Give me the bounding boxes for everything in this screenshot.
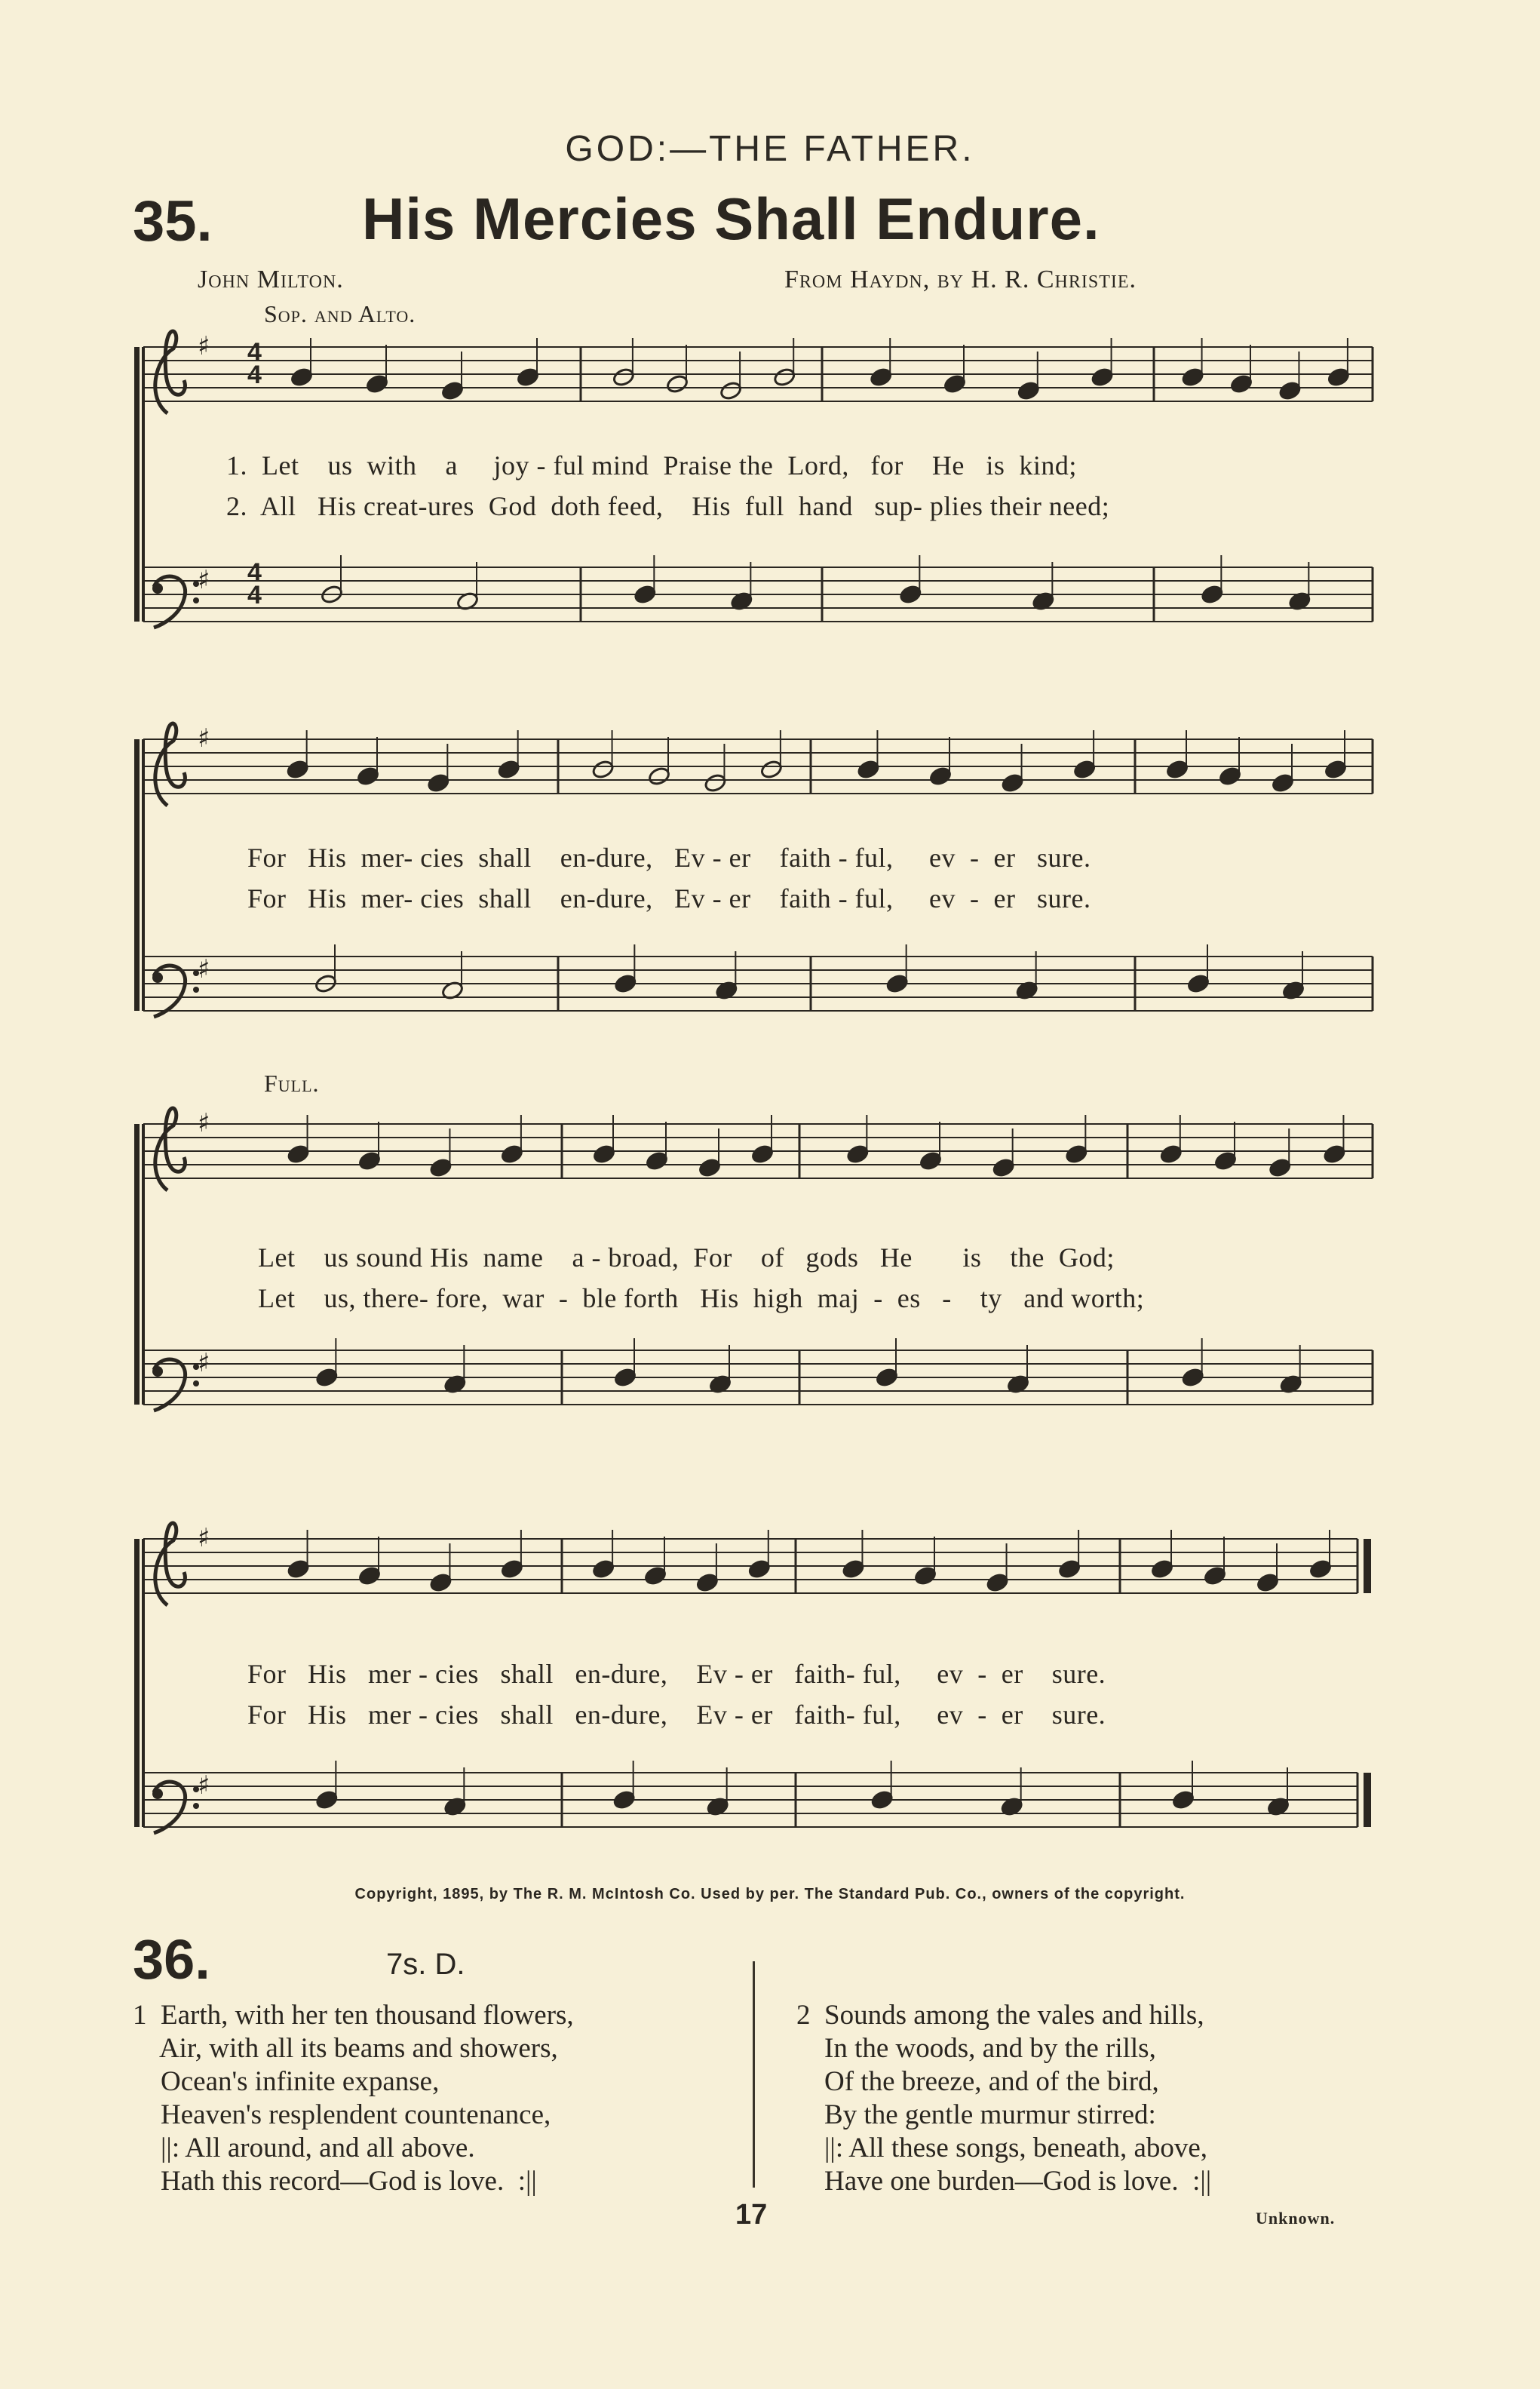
- hymn-number: 35.: [133, 189, 213, 253]
- copyright-line: Copyright, 1895, by The R. M. McIntosh Co. Used by per. The Standard Pub. Co., owners of the copyright.: [354, 1886, 1186, 1902]
- bass-note: [1201, 584, 1224, 604]
- treble-note: [870, 367, 893, 387]
- treble-note: [992, 1157, 1015, 1178]
- treble-note: [1324, 759, 1347, 779]
- treble-note: [500, 1144, 523, 1164]
- bass-note: [612, 1789, 636, 1810]
- treble-note: [612, 367, 635, 387]
- bass-clef-dot: [152, 1789, 163, 1799]
- treble-note: [919, 1150, 942, 1171]
- poem-line: Of the breeze, and of the bird,: [796, 2066, 1159, 2097]
- bass-note: [1171, 1789, 1195, 1810]
- system-brace: [134, 347, 140, 622]
- poem-line: Hath this record—God is love. :||: [133, 2166, 537, 2197]
- column-divider: [753, 1961, 755, 2188]
- treble-note: [1203, 1565, 1226, 1586]
- treble-note: [1269, 1157, 1292, 1178]
- poem-line: 1 Earth, with her ten thousand flowers,: [133, 2000, 574, 2031]
- lyric-line: For His mer- cies shall en-dure, Ev - er faith - ful, ev - er sure.: [247, 843, 1091, 873]
- treble-note: [1213, 1150, 1237, 1171]
- system-brace: [134, 1124, 140, 1405]
- stanza-1: [133, 1999, 574, 2198]
- treble-note: [665, 373, 689, 394]
- treble-note: [287, 1144, 310, 1164]
- treble-note: [1073, 759, 1097, 779]
- bass-clef-dot: [193, 1803, 199, 1809]
- bass-note: [1181, 1367, 1204, 1387]
- bass-note: [885, 973, 909, 993]
- treble-note: [1091, 367, 1114, 387]
- treble-note: [1065, 1144, 1088, 1164]
- treble-note: [645, 1150, 668, 1171]
- sharp-icon: ♯: [198, 1108, 210, 1138]
- treble-note: [719, 380, 743, 401]
- author-credit: John Milton.: [198, 266, 344, 293]
- treble-note: [497, 759, 520, 779]
- treble-note: [750, 1144, 774, 1164]
- system-brace: [134, 739, 140, 1011]
- treble-note: [747, 1558, 771, 1579]
- treble-note: [440, 380, 464, 401]
- poem-line: Have one burden—God is love. :||: [796, 2166, 1212, 2197]
- bass-note: [614, 973, 637, 993]
- treble-note: [842, 1558, 865, 1579]
- hymn-number: 36.: [133, 1928, 210, 1991]
- treble-note: [1327, 367, 1350, 387]
- poem-line: ||: All these songs, beneath, above,: [796, 2133, 1208, 2163]
- treble-note: [643, 1565, 667, 1586]
- treble-note: [356, 766, 379, 786]
- lyric-line: Let us sound His name a - broad, For of gods He is the God;: [258, 1242, 1115, 1273]
- lyric-line: For His mer - cies shall en-dure, Ev - er faith- ful, ev - er sure.: [247, 1659, 1106, 1689]
- lyric-line: Let us, there- fore, war - ble forth His high maj - es - ty and worth;: [258, 1283, 1145, 1313]
- treble-note: [1218, 766, 1241, 786]
- bass-clef-dot: [152, 972, 163, 983]
- system-brace: [134, 1539, 140, 1827]
- final-barline: [1364, 1539, 1371, 1593]
- bass-note: [315, 1789, 339, 1810]
- section-heading: GOD:—THE FATHER.: [565, 129, 975, 169]
- time-signature-bottom: 4: [247, 361, 262, 389]
- bass-clef-dot: [193, 597, 199, 603]
- treble-note: [695, 1572, 719, 1592]
- treble-note: [591, 759, 615, 779]
- treble-note: [1165, 759, 1189, 779]
- treble-note: [913, 1565, 937, 1586]
- treble-note: [1159, 1144, 1183, 1164]
- treble-note: [759, 759, 783, 779]
- lyric-line: 1. Let us with a joy - ful mind Praise the Lord, for He is kind;: [226, 450, 1077, 481]
- page-number: 17: [735, 2199, 768, 2231]
- treble-note: [698, 1157, 721, 1178]
- treble-note: [857, 759, 880, 779]
- bass-note: [613, 1367, 637, 1387]
- hymn-title: His Mercies Shall Endure.: [362, 186, 1100, 252]
- treble-note: [704, 772, 727, 793]
- composer-credit: From Haydn, by H. R. Christie.: [784, 266, 1137, 293]
- treble-note: [429, 1572, 452, 1592]
- treble-note: [1229, 373, 1253, 394]
- treble-note: [943, 373, 966, 394]
- poem-line: 2 Sounds among the vales and hills,: [796, 2000, 1204, 2031]
- treble-note: [429, 1157, 452, 1178]
- treble-note: [357, 1150, 381, 1171]
- final-barline: [1364, 1773, 1371, 1827]
- treble-note: [1323, 1144, 1346, 1164]
- attribution: Unknown.: [1256, 2209, 1336, 2228]
- time-signature-top: 4: [247, 338, 262, 367]
- treble-note: [1017, 380, 1040, 401]
- treble-note: [846, 1144, 870, 1164]
- poem-line: Ocean's infinite expanse,: [133, 2066, 440, 2097]
- sharp-icon: ♯: [198, 331, 210, 361]
- treble-note: [592, 1144, 615, 1164]
- bass-note: [315, 1367, 339, 1387]
- treble-note: [1181, 367, 1204, 387]
- poem-line: Heaven's resplendent countenance,: [133, 2099, 551, 2130]
- bass-clef-dot: [152, 583, 163, 594]
- hymn-meter: 7s. D.: [386, 1948, 465, 1981]
- bass-clef-dot: [193, 1380, 199, 1386]
- treble-note: [290, 367, 313, 387]
- treble-note: [1271, 772, 1294, 793]
- treble-note: [500, 1558, 523, 1579]
- voice-label-sop-alto: Sop. and Alto.: [264, 300, 416, 327]
- treble-note: [365, 373, 388, 394]
- treble-note: [286, 759, 309, 779]
- bass-note: [875, 1367, 898, 1387]
- stanza-2: [796, 1999, 1211, 2198]
- bass-note: [633, 584, 657, 604]
- treble-note: [287, 1558, 310, 1579]
- bass-note: [870, 1789, 894, 1810]
- treble-note: [357, 1565, 381, 1586]
- treble-note: [1278, 380, 1302, 401]
- lyric-line: For His mer- cies shall en-dure, Ev - er faith - ful, ev - er sure.: [247, 883, 1091, 914]
- sharp-icon: ♯: [198, 954, 210, 984]
- lyric-line: For His mer - cies shall en-dure, Ev - er faith- ful, ev - er sure.: [247, 1700, 1106, 1730]
- treble-note: [427, 772, 450, 793]
- treble-note: [986, 1572, 1009, 1592]
- voice-label-full: Full.: [264, 1070, 320, 1097]
- time-signature-bass-bottom: 4: [247, 581, 262, 610]
- lyric-line: 2. All His creat-ures God doth feed, His full hand sup- plies their need;: [226, 491, 1110, 521]
- bass-clef-dot: [152, 1366, 163, 1377]
- poem-line: By the gentle murmur stirred:: [796, 2099, 1156, 2130]
- bass-clef-dot: [193, 987, 199, 993]
- time-signature-bass-top: 4: [247, 558, 262, 587]
- sharp-icon: ♯: [198, 1348, 210, 1378]
- treble-note: [1150, 1558, 1173, 1579]
- poem-line: ||: All around, and all above.: [133, 2133, 475, 2163]
- treble-note: [1058, 1558, 1081, 1579]
- sharp-icon: ♯: [198, 1523, 210, 1553]
- bass-note: [899, 584, 922, 604]
- poem-line: In the woods, and by the rills,: [796, 2033, 1156, 2064]
- treble-note: [1256, 1572, 1279, 1592]
- sharp-icon: ♯: [198, 723, 210, 754]
- treble-note: [592, 1558, 615, 1579]
- treble-note: [928, 766, 952, 786]
- sharp-icon: ♯: [198, 565, 210, 595]
- treble-note: [1308, 1558, 1332, 1579]
- bass-note: [1186, 973, 1210, 993]
- sharp-icon: ♯: [198, 1770, 210, 1801]
- treble-note: [773, 367, 796, 387]
- treble-note: [647, 766, 670, 786]
- treble-note: [1001, 772, 1024, 793]
- poem-line: Air, with all its beams and showers,: [133, 2033, 558, 2064]
- treble-note: [516, 367, 539, 387]
